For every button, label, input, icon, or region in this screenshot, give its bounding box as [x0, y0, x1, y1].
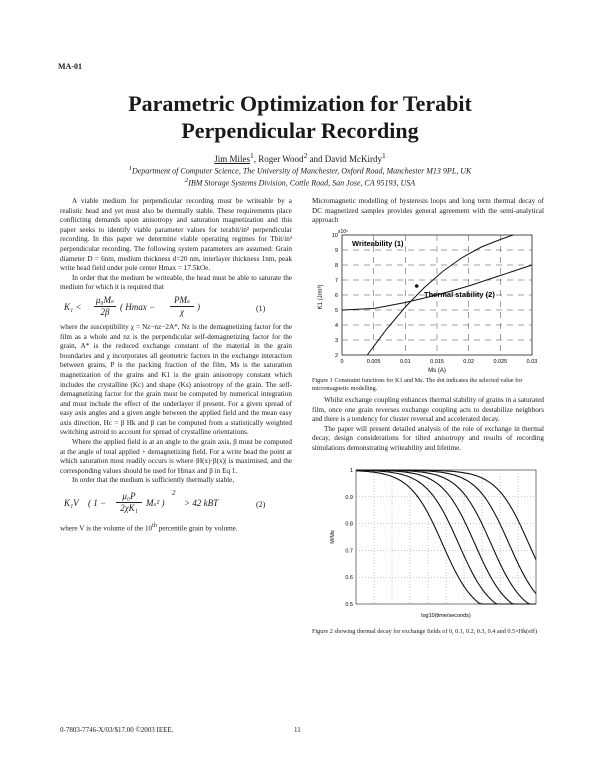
fig1-ytick-label: 4	[334, 323, 338, 329]
affiliation-2-text: IBM Storage Systems Division, Cottle Road, San Jose, CA 95193, USA	[188, 178, 416, 188]
eq1-frac1-den: 2β	[100, 306, 110, 317]
figure-2-chart	[312, 462, 544, 622]
volume-sup: th	[152, 523, 157, 530]
right-column-top	[312, 197, 544, 226]
fig2-ytick-label: 0.6	[345, 575, 353, 582]
volume-text-b: percentile grain by volume.	[156, 524, 238, 533]
eq2-frac	[116, 491, 142, 514]
exchange-paragraph: Whilst exchange coupling enhances thermal stability of grains in a saturated film, once one grain reverses exchange coupling acts to destabilize neighbors and there is a tendency for cluster reversal and accelerated decay.	[312, 396, 544, 424]
eq1-paren: ( Hmax −	[120, 301, 156, 312]
fig1-writeability-label: Writeability (1)	[352, 239, 404, 248]
eq1-frac2	[170, 295, 194, 318]
fig1-xtick-label: 0.01	[399, 359, 411, 365]
left-column	[60, 197, 292, 534]
eq1-number: (1)	[256, 303, 266, 313]
eq1-frac2-den: χ	[180, 306, 184, 317]
equation-2	[60, 489, 292, 519]
eq2-square: 2	[172, 489, 176, 498]
page-number: 11	[294, 726, 301, 734]
applied-field-paragraph: Where the applied field is at an angle to the grain axis, β must be computed at the angle of total applied + demagnetizing field. For a write head the point at which saturation most readily occurs is where |H(x)·β(x)| is maximised, and the corresponding values should be used for Hmax and β in Eq 1.	[60, 438, 292, 475]
author-list	[60, 151, 540, 164]
volume-paragraph	[60, 522, 292, 534]
right-column-middle	[312, 396, 544, 454]
eq1-frac2-num: PMₛ	[170, 295, 194, 307]
fig1-ytick-label: 5	[334, 308, 338, 314]
fig1-exponent: x10⁵	[338, 229, 349, 235]
fig2-ytick-label: 0.8	[345, 521, 353, 528]
equation-1	[60, 295, 292, 321]
author-3: and David McKirdy	[307, 154, 383, 164]
eq1-lhs: K₁ <	[64, 301, 82, 312]
fig2-ytick-label: 0.9	[345, 494, 353, 501]
fig2-decay-curve	[356, 470, 536, 604]
fig1-xtick-label: 0.02	[463, 359, 475, 365]
fig1-xtick-label: 0.03	[526, 359, 538, 365]
eq1-close: )	[197, 301, 200, 312]
fig2-ticks	[345, 468, 353, 608]
susceptibility-paragraph: where the susceptibility χ = Nz−nz−2A*, Nz is the demagnetizing factor for the film as a whole and nz is the perpendicular self-demagnetizing factor for the grain, A* is the reduced exchange constant of the material in the grain boundaries and χ incorporates all geometric factors in the exchange interaction between grains, P is the packing fraction of the film, Ms is the saturation magnetization of the grains and K1 is the grain anisotropy constant which includes the crystalline (Kc) and shape (Ks) anisotropy of the grain. The self-demagnetizing factor for the grain must be computed by numerical integration and must include the effect of the underlayer if present. For a given spread of easy axis angles and a given angle between the applied field and the mean easy axis direction, Hc = β Hk and β can be computed from a statistically weighted switching astroid to account for spread of crystalline orientations.	[60, 322, 292, 437]
eq1-frac1	[94, 295, 116, 318]
affiliation-2	[60, 177, 540, 188]
fig1-thermal-label: Thermal stability (2)	[424, 290, 495, 299]
fig1-ytick-label: 3	[334, 338, 338, 344]
fig1-xtick-label: 0.025	[493, 359, 508, 365]
intro-paragraph: A viable medium for perpendicular recording must be writeable by a realistic head and yet must also be thermally stable. These requirements place conflicting demands upon anisotropy and saturation magnetization and this paper seeks to identify viable parameter values for terabit/in² perpendicular recording. In this paper we determine viable operating regimes for Tbit/in² perpendicular recording. The following system parameters are assumed: Grain diameter D = 6nm, medium thickness d=20 nm, interlayer thickness 1nm, peak write head field under pole center Hmax = 17.5kOe.	[60, 197, 292, 273]
fig1-xlabel: Ms (A)	[428, 368, 446, 374]
fig1-ytick-label: 7	[334, 278, 338, 284]
title-line-2: Perpendicular Recording	[181, 118, 419, 143]
fig1-ytick-label: 9	[334, 248, 338, 254]
fig1-selected-point	[415, 284, 419, 288]
fig1-ylabel: K1 (J/m³)	[318, 284, 324, 310]
fig2-grid	[356, 470, 536, 604]
fig1-xtick-label: 0.005	[366, 359, 381, 365]
fig1-ytick-label: 6	[334, 293, 338, 299]
affiliation-1-mark: 1	[128, 165, 132, 172]
fig2-decay-curve	[356, 470, 536, 560]
fig2-ytick-label: 1	[349, 468, 353, 474]
figure-1-caption: Figure 1 Constraint functions for K1 and Ms. The dot indicates the selected value for micromagnetic modelling.	[312, 377, 523, 392]
figure-2-caption: Figure 2 showing thermal decay for exchange fields of 0, 0.1, 0.2, 0.3, 0.4 and 0.5×Hk(eff)	[312, 628, 538, 635]
fig1-xtick-label: 0	[340, 359, 344, 365]
session-code: MA-01	[58, 62, 82, 71]
fig2-ytick-label: 0.7	[345, 548, 353, 555]
fig2-decay-curve	[356, 470, 536, 604]
copyright-notice: 0-7803-7746-X/03/$17.00 ©2003 IEEE.	[60, 726, 174, 734]
affiliation-2-mark: 2	[184, 177, 189, 184]
eq2-number: (2)	[256, 500, 266, 510]
eq2-frac-num: μ₀P	[116, 491, 142, 503]
fig1-ticks	[332, 233, 537, 365]
paper-title	[60, 90, 540, 144]
figure-1-chart	[312, 225, 544, 375]
presentation-paragraph: The paper will present detailed analysis of the role of exchange in thermal decay, design considerations for tilted anisotropy and results of recording simulations demonstrating writeability and lifetime.	[312, 424, 544, 452]
fig2-xlabel: log10(time/seconds)	[421, 613, 471, 619]
eq2-ms: Mₛ² )	[146, 498, 165, 509]
volume-text-a: where V is the volume of the 10	[60, 524, 153, 533]
fig1-ytick-label: 10	[331, 233, 338, 239]
eq2-open: ( 1 −	[88, 498, 107, 509]
eq1-frac1-num: μ₀Mₛ	[95, 294, 115, 305]
fig2-ylabel: M/Ms	[330, 530, 336, 544]
eq2-lhs: K₁V	[64, 498, 79, 509]
eq2-frac-den: 2χK₁	[120, 503, 138, 514]
author-3-sup: 1	[382, 151, 386, 160]
author-2-sup: 2	[303, 151, 308, 160]
affiliation-1-text: Department of Computer Science, The University of Manchester, Oxford Road, Manchester M13 9PL, UK	[131, 166, 472, 176]
writeability-paragraph: In order that the medium be writeable, the head must be able to saturate the medium for which it is required that	[60, 273, 292, 292]
author-1: Jim Miles	[214, 154, 250, 164]
eq2-rhs: > 42 kBT	[184, 498, 219, 509]
affiliation-1	[60, 165, 540, 176]
fig1-ytick-label: 2	[334, 353, 338, 359]
micromagnetic-paragraph: Micromagnetic modelling of hysteresis loops and long term thermal decay of DC magnetized samples provides general agreement with the semi-analytical approach	[312, 197, 544, 225]
author-1-sup: 1	[249, 151, 254, 160]
fig1-xtick-label: 0.015	[430, 359, 444, 365]
title-line-1: Parametric Optimization for Terabit	[128, 91, 472, 116]
fig2-ytick-label: 0.5	[345, 602, 353, 608]
author-2: , Roger Wood	[253, 154, 304, 164]
fig1-ytick-label: 8	[334, 263, 338, 269]
thermal-stability-paragraph: In order that the medium is sufficiently thermally stable,	[72, 476, 235, 485]
